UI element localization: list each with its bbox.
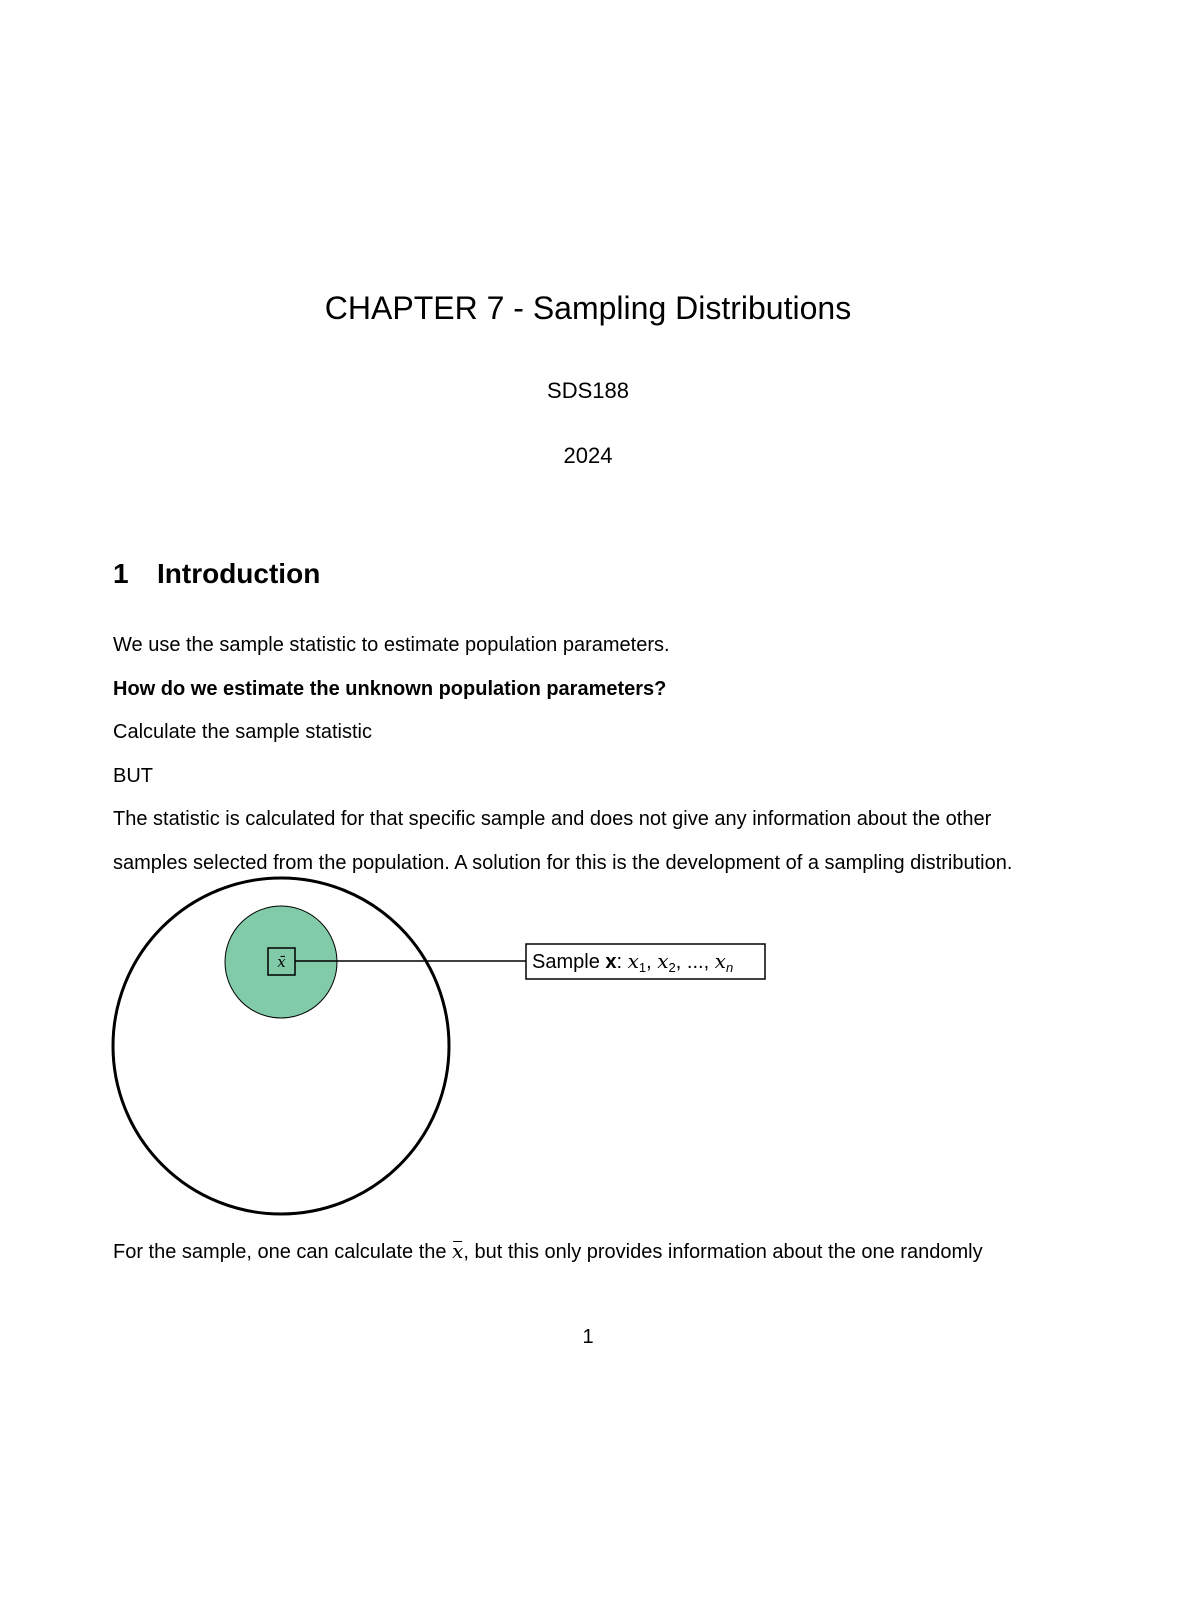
sample-x2: x xyxy=(657,949,669,973)
closing-after: , but this only provides information about the one randomly xyxy=(463,1241,983,1263)
sample-sub2: 2 xyxy=(668,960,676,975)
closing-before: For the sample, one can calculate the xyxy=(113,1241,453,1263)
sample-x1: x xyxy=(627,949,639,973)
document-year: 2024 xyxy=(563,443,613,468)
sample-label-bold: x xyxy=(605,951,617,973)
section-heading xyxy=(113,558,320,590)
population-sample-diagram xyxy=(0,860,800,1220)
document-title: CHAPTER 7 - Sampling Distributions xyxy=(324,290,852,326)
paragraph-question: How do we estimate the unknown population parameters? xyxy=(113,678,667,700)
sample-mean-symbol: x̄ xyxy=(277,953,286,971)
sample-label: Sample x: $x_1$, $x_2$, ..., $x_n$ xyxy=(532,949,734,975)
paragraph-statistic-line1: The statistic is calculated for that specific sample and does not give any information about the other xyxy=(113,808,992,830)
sample-ellipsis: , ..., xyxy=(675,951,715,973)
paragraph-intro: We use the sample statistic to estimate population parameters. xyxy=(113,634,670,656)
sample-subn: n xyxy=(725,960,734,975)
closing-xbar-symbol: x xyxy=(452,1239,464,1263)
paragraph-calculate: Calculate the sample statistic xyxy=(113,721,373,743)
section-title: Introduction xyxy=(157,558,321,589)
sample-sub1: 1 xyxy=(638,960,647,975)
course-code: SDS188 xyxy=(547,378,629,403)
section-number: 1 xyxy=(113,558,129,589)
paragraph-but: BUT xyxy=(113,765,153,787)
paragraph-closing xyxy=(113,1239,983,1264)
sample-xn: x xyxy=(714,949,726,973)
sample-label-prefix: Sample xyxy=(532,951,606,973)
sample-label-colon: : xyxy=(616,951,628,973)
page-number: 1 xyxy=(582,1326,594,1348)
paragraph-statistic-line2: samples selected from the population. A solution for this is the development of a sampling distribution. xyxy=(113,852,1013,874)
